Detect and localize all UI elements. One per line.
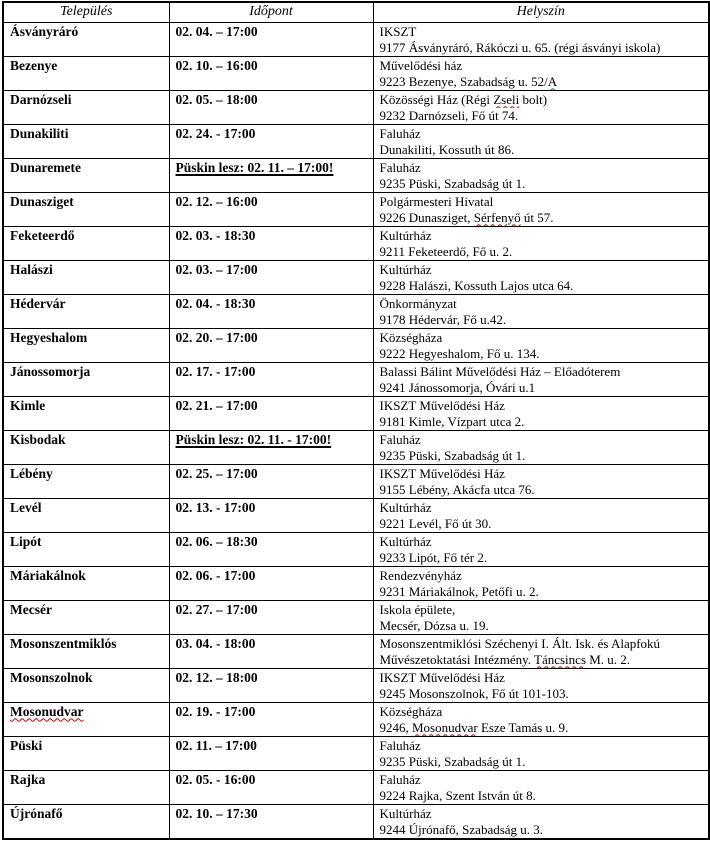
location-cell (373, 260, 709, 294)
settlement-name: Ásványráró (10, 23, 79, 39)
time-text: 02. 19. - 17:00 (175, 703, 256, 719)
location-cell (373, 736, 709, 770)
time-cell (169, 430, 373, 464)
location-cell (373, 362, 709, 396)
venue-line (380, 602, 706, 618)
settlement-cell (3, 804, 169, 839)
venue-line (380, 432, 706, 448)
settlement-name: Kimle (10, 397, 46, 413)
venue-text: Faluház (379, 159, 421, 175)
settlement-cell (3, 328, 169, 362)
address-line (380, 40, 706, 56)
settlement-name: Halászi (10, 261, 53, 277)
venue-text: Iskola épülete, (379, 601, 456, 617)
time-text: 02. 10. – 16:00 (175, 57, 258, 73)
settlement-name: Máriakálnok (10, 567, 86, 583)
time-text: 02. 05. – 18:00 (175, 91, 258, 107)
location-cell (373, 668, 709, 702)
time-text: 02. 12. – 18:00 (175, 669, 258, 685)
settlement-name: Mecsér (10, 601, 52, 617)
schedule-table (2, 1, 710, 840)
location-cell (373, 702, 709, 736)
address-text: 9232 Darnózseli, Fő út 74. (379, 107, 519, 123)
address-text: 9223 Bezenye, Szabadság u. 52/ (379, 73, 548, 89)
location-cell (373, 158, 709, 192)
table-body (3, 22, 709, 839)
venue-text: Kultúrház (379, 805, 432, 821)
venue-text: Kultúrház (379, 261, 432, 277)
address-text: 9241 Jánossomorja, Óvári u.1 (379, 379, 536, 395)
venue-line (380, 738, 706, 754)
location-cell (373, 90, 709, 124)
time-cell (169, 260, 373, 294)
address-text: 9211 Feketeerdő, Fő u. 2. (379, 243, 513, 259)
address-line (380, 788, 706, 804)
time-cell (169, 566, 373, 600)
settlement-name: Lipót (10, 533, 42, 549)
time-text: 02. 17. - 17:00 (175, 363, 256, 379)
table-row (3, 260, 709, 294)
location-cell (373, 396, 709, 430)
location-cell (373, 328, 709, 362)
settlement-cell (3, 22, 169, 56)
venue-line (380, 296, 706, 312)
settlement-name: Darnózseli (10, 91, 72, 107)
table-row (3, 770, 709, 804)
settlement-name: Újrónafő (10, 805, 63, 821)
venue-line (380, 500, 706, 516)
settlement-cell (3, 56, 169, 90)
settlement-name: Bezenye (10, 57, 58, 73)
address-line (380, 584, 706, 600)
time-cell (169, 362, 373, 396)
address-line (380, 550, 706, 566)
settlement-cell (3, 124, 169, 158)
address-line (380, 754, 706, 770)
table-row (3, 430, 709, 464)
location-cell (373, 294, 709, 328)
time-cell (169, 124, 373, 158)
venue-line (380, 160, 706, 176)
time-cell (169, 668, 373, 702)
address-text: 9222 Hegyeshalom, Fő u. 134. (379, 345, 540, 361)
venue-line (380, 330, 706, 346)
spellcheck-marked-word: Mosonudvar (10, 703, 84, 719)
venue-text: Művelődési ház (379, 57, 463, 73)
time-text: 02. 13. - 17:00 (175, 499, 256, 515)
spellcheck-marked-word: A (547, 73, 558, 89)
time-text: 02. 04. – 17:00 (175, 23, 258, 39)
location-cell (373, 226, 709, 260)
time-cell (169, 294, 373, 328)
venue-text: Faluház (379, 771, 421, 787)
table-row (3, 158, 709, 192)
table-row (3, 532, 709, 566)
time-text: 02. 27. – 17:00 (175, 601, 258, 617)
address-text: 9235 Püski, Szabadság út 1. (379, 447, 526, 463)
address-text: Dunakiliti, Kossuth út 86. (379, 141, 515, 157)
settlement-cell (3, 770, 169, 804)
venue-line (380, 704, 706, 720)
settlement-name: Mosonszolnok (10, 669, 93, 685)
spellcheck-marked-word: Táncsincs (534, 651, 586, 667)
venue-text: IKSZT Művelődési Ház (379, 465, 505, 481)
venue-text: Faluház (379, 431, 421, 447)
settlement-name: Rajka (10, 771, 46, 787)
venue-line (380, 534, 706, 550)
location-cell (373, 770, 709, 804)
address-text: 9226 Dunasziget, (379, 209, 474, 225)
column-header-location: Helyszín (373, 2, 709, 22)
venue-line (380, 228, 706, 244)
settlement-cell (3, 498, 169, 532)
time-cell (169, 498, 373, 532)
table-row (3, 294, 709, 328)
table-row (3, 668, 709, 702)
table-row (3, 192, 709, 226)
venue-line (380, 24, 706, 40)
address-text: Művészetoktatási Intézmény. (379, 651, 535, 667)
venue-text: Rendezvényház (379, 567, 462, 583)
time-text: 02. 25. – 17:00 (175, 465, 258, 481)
time-cell (169, 158, 373, 192)
venue-text: IKSZT (379, 23, 417, 39)
table-row (3, 634, 709, 668)
location-cell (373, 498, 709, 532)
table-row (3, 736, 709, 770)
address-text: 9228 Halászi, Kossuth Lajos utca 64. (379, 277, 574, 293)
venue-line (380, 636, 706, 652)
settlement-cell (3, 532, 169, 566)
spellcheck-marked-word: Zseli (493, 91, 520, 107)
location-cell (373, 192, 709, 226)
settlement-cell (3, 430, 169, 464)
address-text: út 57. (520, 209, 554, 225)
address-line (380, 244, 706, 260)
address-line (380, 652, 706, 668)
settlement-cell (3, 668, 169, 702)
time-text: 02. 24. - 17:00 (175, 125, 256, 141)
address-text: 9233 Lipót, Fő tér 2. (379, 549, 488, 565)
address-line (380, 686, 706, 702)
table-row (3, 566, 709, 600)
time-cell (169, 90, 373, 124)
settlement-name: Levél (10, 499, 42, 515)
settlement-name: Lébény (10, 465, 53, 481)
time-text: Püskin lesz: 02. 11. – 17:00! (175, 159, 334, 175)
venue-line (380, 670, 706, 686)
settlement-cell (3, 600, 169, 634)
location-cell (373, 600, 709, 634)
address-text: 9246, (379, 719, 412, 735)
time-cell (169, 702, 373, 736)
table-row (3, 396, 709, 430)
time-cell (169, 532, 373, 566)
settlement-cell (3, 226, 169, 260)
settlement-name: Feketeerdő (10, 227, 75, 243)
address-line (380, 414, 706, 430)
time-text: 02. 06. – 18:30 (175, 533, 258, 549)
address-text: Mecsér, Dózsa u. 19. (379, 617, 489, 633)
venue-text: IKSZT Művelődési Ház (379, 397, 505, 413)
table-row (3, 464, 709, 498)
settlement-name: Mosonszentmiklós (10, 635, 117, 651)
venue-line (380, 466, 706, 482)
location-cell (373, 532, 709, 566)
venue-text: Kultúrház (379, 227, 432, 243)
table-row (3, 328, 709, 362)
time-cell (169, 226, 373, 260)
settlement-name: Kisbodak (10, 431, 66, 447)
table-row (3, 362, 709, 396)
settlement-cell (3, 702, 169, 736)
settlement-cell (3, 464, 169, 498)
column-header-time: Időpont (169, 2, 373, 22)
time-text: 02. 11. – 17:00 (175, 737, 257, 753)
venue-line (380, 568, 706, 584)
location-cell (373, 566, 709, 600)
venue-text: Faluház (379, 125, 421, 141)
time-text: 02. 04. - 18:30 (175, 295, 256, 311)
time-cell (169, 192, 373, 226)
venue-line (380, 58, 706, 74)
location-cell (373, 430, 709, 464)
settlement-cell (3, 192, 169, 226)
address-line (380, 516, 706, 532)
settlement-cell (3, 396, 169, 430)
settlement-name: Püski (10, 737, 43, 753)
venue-text: Községháza (379, 329, 443, 345)
address-text: 9244 Újrónafő, Szabadság u. 3. (379, 821, 544, 837)
header-row (3, 2, 709, 22)
venue-text: Községháza (379, 703, 443, 719)
time-cell (169, 396, 373, 430)
address-text: 9231 Máriakálnok, Petőfi u. 2. (379, 583, 539, 599)
time-cell (169, 464, 373, 498)
settlement-cell (3, 566, 169, 600)
time-text: 02. 10. – 17:30 (175, 805, 258, 821)
settlement-name: Hegyeshalom (10, 329, 88, 345)
table-row (3, 804, 709, 839)
time-text: 02. 03. – 17:00 (175, 261, 258, 277)
column-header-settlement: Település (3, 2, 169, 22)
address-text: 9221 Levél, Fő út 30. (379, 515, 492, 531)
venue-text: Polgármesteri Hivatal (379, 193, 494, 209)
venue-text: Kultúrház (379, 499, 432, 515)
venue-line (380, 126, 706, 142)
settlement-cell (3, 634, 169, 668)
address-text: 9155 Lébény, Akácfa utca 76. (379, 481, 535, 497)
time-text: 02. 20. – 17:00 (175, 329, 258, 345)
location-cell (373, 634, 709, 668)
time-cell (169, 56, 373, 90)
settlement-name: Hédervár (10, 295, 66, 311)
settlement-cell (3, 158, 169, 192)
settlement-cell (3, 736, 169, 770)
time-text: 02. 06. - 17:00 (175, 567, 256, 583)
table-row (3, 702, 709, 736)
settlement-name: Dunakiliti (10, 125, 69, 141)
spellcheck-marked-word: Sérfenyő (473, 209, 521, 225)
location-cell (373, 56, 709, 90)
location-cell (373, 22, 709, 56)
location-cell (373, 804, 709, 839)
address-text: 9177 Ásványráró, Rákóczi u. 65. (régi ásványi iskola) (379, 39, 661, 55)
address-line (380, 312, 706, 328)
location-cell (373, 124, 709, 158)
address-text: 9235 Püski, Szabadság út 1. (379, 175, 526, 191)
address-line (380, 448, 706, 464)
address-line (380, 108, 706, 124)
address-line (380, 74, 706, 90)
venue-line (380, 364, 706, 380)
time-text: Püskin lesz: 02. 11. - 17:00! (175, 431, 332, 447)
time-cell (169, 600, 373, 634)
address-line (380, 142, 706, 158)
time-cell (169, 736, 373, 770)
table-row (3, 600, 709, 634)
settlement-name: Jánossomorja (10, 363, 91, 379)
address-line (380, 278, 706, 294)
venue-text: Önkormányzat (379, 295, 457, 311)
venue-text: IKSZT Művelődési Ház (379, 669, 505, 685)
address-line (380, 482, 706, 498)
time-cell (169, 22, 373, 56)
address-line (380, 346, 706, 362)
time-cell (169, 328, 373, 362)
venue-text: Mosonszentmiklósi Széchenyi I. Ált. Isk. és Alapfokú (379, 635, 661, 651)
settlement-cell (3, 90, 169, 124)
time-text: 03. 04. - 18:00 (175, 635, 256, 651)
venue-text: bolt) (519, 91, 548, 107)
venue-line (380, 772, 706, 788)
time-text: 02. 12. – 16:00 (175, 193, 258, 209)
settlement-cell (3, 362, 169, 396)
spellcheck-marked-word: Mosonudvar (412, 719, 478, 735)
settlement-name: Dunaremete (10, 159, 81, 175)
venue-line (380, 92, 706, 108)
address-text: M. u. 2. (586, 651, 631, 667)
address-line (380, 822, 706, 838)
time-cell (169, 804, 373, 839)
venue-text: Kultúrház (379, 533, 432, 549)
venue-text: Balassi Bálint Művelődési Ház – Előadóterem (379, 363, 621, 379)
venue-line (380, 398, 706, 414)
address-line (380, 210, 706, 226)
table-row (3, 124, 709, 158)
time-cell (169, 634, 373, 668)
settlement-name: Dunasziget (10, 193, 74, 209)
address-text: 9245 Mosonszolnok, Fő út 101-103. (379, 685, 569, 701)
table-row (3, 498, 709, 532)
table-row (3, 90, 709, 124)
table-row (3, 22, 709, 56)
venue-text: Közösségi Ház (Régi (379, 91, 494, 107)
time-cell (169, 770, 373, 804)
address-text: 9181 Kimle, Vízpart utca 2. (379, 413, 525, 429)
table-row (3, 226, 709, 260)
venue-text: Faluház (379, 737, 421, 753)
venue-line (380, 806, 706, 822)
address-line (380, 176, 706, 192)
settlement-cell (3, 294, 169, 328)
address-line (380, 720, 706, 736)
table-row (3, 56, 709, 90)
address-text: 9235 Püski, Szabadság út 1. (379, 753, 526, 769)
venue-line (380, 262, 706, 278)
address-line (380, 618, 706, 634)
address-line (380, 380, 706, 396)
time-text: 02. 03. - 18:30 (175, 227, 256, 243)
time-text: 02. 21. – 17:00 (175, 397, 258, 413)
time-text: 02. 05. - 16:00 (175, 771, 256, 787)
address-text: Esze Tamás u. 9. (477, 719, 569, 735)
address-text: 9178 Hédervár, Fő u.42. (379, 311, 507, 327)
address-text: 9224 Rajka, Szent István út 8. (379, 787, 536, 803)
location-cell (373, 464, 709, 498)
settlement-cell (3, 260, 169, 294)
venue-line (380, 194, 706, 210)
